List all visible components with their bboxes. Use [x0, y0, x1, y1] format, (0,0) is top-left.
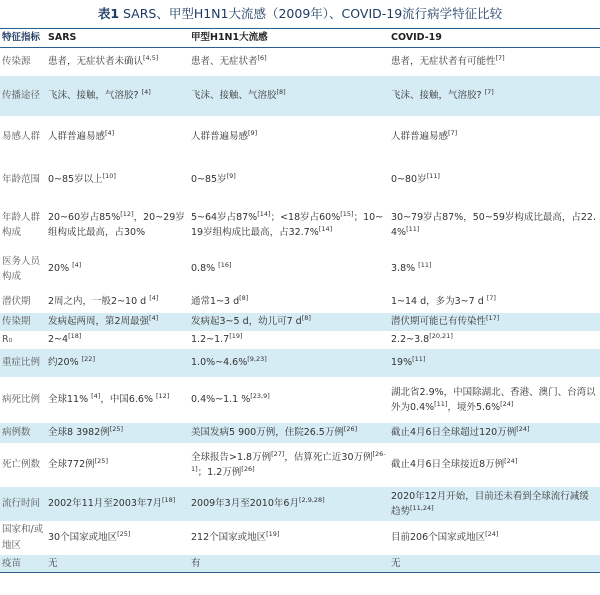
citation-ref: [11] — [406, 225, 420, 234]
feature-cell: 疫苗 — [2, 557, 22, 569]
covid19-cell — [389, 290, 600, 313]
citation-ref: [24] — [485, 529, 499, 538]
feature-cell: 传染源 — [2, 56, 31, 68]
h1n1-cell — [189, 331, 389, 349]
cell-text: 全球772例 — [48, 459, 95, 471]
cell-text: 全球11% — [48, 394, 92, 406]
feature-cell: 潜伏期 — [2, 295, 31, 307]
cell-text: 有 — [191, 557, 201, 569]
feature-cell: 死亡例数 — [2, 459, 41, 471]
citation-ref: [11] — [412, 355, 426, 364]
table-row — [0, 521, 600, 554]
covid19-cell — [389, 521, 600, 554]
covid19-cell — [389, 158, 600, 202]
feature-cell: 重症比例 — [2, 357, 41, 369]
cell-text: 212个国家或地区 — [191, 532, 267, 543]
feature-cell: 病死比例 — [2, 394, 41, 406]
cell-text: 湖北省2.9%，中国除湖北、香港、澳门、台湾以外为0.4% — [391, 386, 596, 414]
cell-text: 1.0%~4.6% — [191, 357, 248, 369]
citation-ref: [25] — [94, 457, 108, 466]
citation-ref: [4] — [141, 88, 151, 97]
h1n1-cell — [189, 202, 389, 248]
feature-cell: 国家和/或地区 — [2, 524, 44, 551]
cell-text: 患者，无症状者有可能性 — [391, 56, 496, 68]
sars-cell — [46, 202, 189, 248]
h1n1-cell — [189, 443, 389, 487]
citation-ref: [14] — [318, 225, 333, 234]
cell-text: 飞沫、接触、气溶胶 — [191, 90, 277, 102]
citation-ref: [14] — [257, 209, 271, 218]
table-row — [0, 202, 600, 248]
citation-ref: [11] — [426, 172, 440, 181]
sars-cell — [46, 555, 189, 573]
feature-cell: 传播途径 — [2, 90, 41, 102]
citation-ref: [8] — [301, 314, 311, 323]
cell-text: 0~80岁 — [391, 174, 427, 186]
cell-text: 通常1~3 d — [191, 295, 240, 307]
sars-cell — [46, 487, 189, 521]
citation-ref: [26-1] — [191, 449, 386, 474]
cell-text: 全球8 3982例 — [48, 427, 110, 439]
covid19-cell — [389, 313, 600, 331]
sars-cell — [46, 313, 189, 331]
citation-ref: [7] — [486, 293, 496, 302]
table-row — [0, 248, 600, 290]
citation-ref: [27] — [271, 449, 285, 458]
cell-text: ，20~29岁组构成比最高，占30% — [48, 211, 185, 239]
header-covid19: COVID-19 — [391, 32, 442, 43]
citation-ref: [17] — [486, 314, 500, 323]
table-caption — [0, 0, 600, 28]
table-row — [0, 423, 600, 443]
citation-ref: [7] — [495, 53, 505, 62]
cell-text: 发病起两周，第2周最强 — [48, 316, 150, 328]
h1n1-cell — [189, 290, 389, 313]
table-row — [0, 331, 600, 349]
citation-ref: [11,24] — [410, 504, 434, 513]
cell-text: 人群普遍易感 — [391, 131, 449, 143]
citation-ref: [24] — [504, 457, 518, 466]
cell-text: 19% — [391, 357, 413, 369]
citation-ref: [10] — [102, 172, 116, 181]
cell-text: 2~4 — [48, 334, 69, 346]
citation-ref: [7] — [484, 88, 494, 97]
h1n1-cell — [189, 423, 389, 443]
cell-text: 0~85岁以上 — [48, 174, 103, 186]
citation-ref: [23,9] — [250, 392, 270, 401]
cell-text: ，中国6.6% — [100, 394, 157, 406]
citation-ref: [4,5] — [143, 53, 159, 62]
citation-ref: [4] — [91, 392, 101, 401]
sars-cell — [46, 349, 189, 377]
citation-ref: [18] — [162, 496, 176, 505]
h1n1-cell — [189, 116, 389, 158]
cell-text: 全球报告>1.8万例 — [191, 451, 272, 463]
table-row — [0, 349, 600, 377]
h1n1-cell — [189, 377, 389, 423]
h1n1-cell — [189, 313, 389, 331]
feature-cell: R₀ — [2, 334, 13, 346]
citation-ref: [16] — [218, 261, 232, 270]
sars-cell — [46, 443, 189, 487]
covid19-cell — [389, 202, 600, 248]
citation-ref: [15] — [340, 209, 354, 218]
cell-text: 0.8% — [191, 263, 219, 275]
h1n1-cell — [189, 47, 389, 76]
header-feature: 特征指标 — [2, 32, 41, 43]
citation-ref: [24] — [500, 400, 514, 409]
table-row — [0, 487, 600, 521]
citation-ref: [4] — [105, 129, 115, 138]
citation-ref: [12] — [120, 209, 134, 218]
citation-ref: [19] — [229, 332, 243, 341]
cell-text: ，估算死亡近30万例 — [284, 451, 373, 463]
h1n1-cell — [189, 521, 389, 554]
cell-text: 无 — [391, 557, 401, 569]
covid19-cell — [389, 248, 600, 290]
citation-ref: [25] — [109, 425, 124, 434]
cell-text: 飞沫、接触，气溶胶? — [391, 90, 485, 102]
citation-ref: [19] — [266, 529, 280, 538]
citation-ref: [8] — [276, 88, 286, 97]
citation-ref: [4] — [149, 314, 159, 323]
cell-text: 20~60岁占85% — [48, 211, 121, 223]
sars-cell — [46, 116, 189, 158]
cell-text: ，境外5.6% — [447, 402, 501, 414]
header-h1n1: 甲型H1N1大流感 — [191, 32, 268, 43]
cell-text: 美国发病5 900万例，住院26.5万例 — [191, 427, 344, 439]
cell-text: 人群普遍易感 — [191, 131, 249, 143]
cell-text: 患者、无症状者 — [191, 56, 258, 68]
covid19-cell — [389, 76, 600, 116]
cell-text: 2.2~3.8 — [391, 334, 430, 346]
covid19-cell — [389, 331, 600, 349]
feature-cell: 易感人群 — [2, 131, 41, 143]
cell-text: 截止4月6日全球超过120万例 — [391, 427, 517, 439]
covid19-cell — [389, 555, 600, 573]
table-body — [0, 47, 600, 573]
feature-cell: 流行时间 — [2, 498, 41, 510]
cell-text: 患者，无症状者未确认 — [48, 56, 144, 68]
table-row — [0, 76, 600, 116]
citation-ref: [24] — [516, 425, 530, 434]
caption-number: 表1 — [97, 6, 120, 21]
feature-cell: 年龄人群构成 — [2, 211, 41, 239]
table-row — [0, 290, 600, 313]
covid19-cell — [389, 487, 600, 521]
covid19-cell — [389, 443, 600, 487]
cell-text: 发病起3~5 d，幼儿可7 d — [191, 316, 302, 328]
citation-ref: [9,23] — [247, 355, 267, 364]
citation-ref: [12] — [156, 392, 170, 401]
citation-ref: [20,21] — [429, 332, 453, 341]
cell-text: 截止4月6日全球接近8万例 — [391, 459, 505, 471]
comparison-table — [0, 28, 600, 573]
citation-ref: [8] — [239, 293, 249, 302]
citation-ref: [26] — [343, 425, 358, 434]
citation-ref: [25] — [117, 529, 131, 538]
cell-text: 约20% — [48, 357, 82, 369]
citation-ref: [9] — [248, 129, 258, 138]
cell-text: 人群普遍易感 — [48, 131, 106, 143]
citation-ref: [7] — [448, 129, 458, 138]
cell-text: 目前206个国家或地区 — [391, 532, 486, 543]
feature-cell: 医务人员构成 — [2, 255, 41, 283]
cell-text: 1~14 d，多为3~7 d — [391, 295, 487, 307]
cell-text: 20% — [48, 263, 73, 275]
citation-ref: [11] — [434, 400, 448, 409]
covid19-cell — [389, 423, 600, 443]
cell-text: 1.2~1.7 — [191, 334, 230, 346]
citation-ref: [18] — [68, 332, 82, 341]
cell-text: 2周之内，一般2~10 d — [48, 295, 150, 307]
cell-text: 2009年3月至2010年6月 — [191, 498, 299, 510]
cell-text: 30~79岁占87%，50~59岁构成比最高，占22.4% — [391, 211, 596, 239]
table-row — [0, 116, 600, 158]
cell-text: 30个国家或地区 — [48, 532, 118, 543]
citation-ref: [11] — [418, 261, 432, 270]
table-row — [0, 47, 600, 76]
covid19-cell — [389, 47, 600, 76]
feature-cell: 病例数 — [2, 427, 31, 439]
cell-text: 5~64岁占87% — [191, 211, 258, 223]
cell-text: 潜伏期可能已有传染性 — [391, 316, 487, 328]
citation-ref: [2,9,28] — [298, 496, 325, 505]
cell-text: 飞沫、接触，气溶胶? — [48, 90, 142, 102]
covid19-cell — [389, 349, 600, 377]
h1n1-cell — [189, 349, 389, 377]
citation-ref: [22] — [81, 355, 95, 364]
sars-cell — [46, 290, 189, 313]
citation-ref: [4] — [149, 293, 159, 302]
h1n1-cell — [189, 248, 389, 290]
citation-ref: [26] — [241, 465, 255, 474]
sars-cell — [46, 76, 189, 116]
sars-cell — [46, 423, 189, 443]
cell-text: ；10~19岁组构成比最高，占32.7% — [191, 211, 384, 239]
h1n1-cell — [189, 487, 389, 521]
citation-ref: [9] — [226, 172, 236, 181]
sars-cell — [46, 248, 189, 290]
h1n1-cell — [189, 158, 389, 202]
sars-cell — [46, 377, 189, 423]
cell-text: ；1.2万例 — [197, 467, 242, 479]
cell-text: 无 — [48, 557, 58, 569]
feature-cell: 传染期 — [2, 316, 31, 328]
covid19-cell — [389, 116, 600, 158]
table-row — [0, 313, 600, 331]
sars-cell — [46, 521, 189, 554]
cell-text: 0.4%~1.1 % — [191, 394, 251, 406]
cell-text: 0~85岁 — [191, 174, 227, 186]
table-row — [0, 443, 600, 487]
cell-text: 3.8% — [391, 263, 419, 275]
sars-cell — [46, 331, 189, 349]
citation-ref: [4] — [72, 261, 82, 270]
citation-ref: [6] — [257, 53, 267, 62]
table-header-row — [0, 29, 600, 48]
covid19-cell — [389, 377, 600, 423]
cell-text: 2002年11月至2003年7月 — [48, 498, 162, 510]
cell-text: 2020年12月开始，目前还未看到全球流行减缓趋势 — [391, 490, 589, 518]
table-row — [0, 377, 600, 423]
sars-cell — [46, 47, 189, 76]
feature-cell: 年龄范围 — [2, 174, 41, 186]
h1n1-cell — [189, 555, 389, 573]
cell-text: ；<18岁占60% — [270, 211, 341, 223]
table-row — [0, 555, 600, 573]
header-sars: SARS — [48, 32, 77, 43]
h1n1-cell — [189, 76, 389, 116]
sars-cell — [46, 158, 189, 202]
table-row — [0, 158, 600, 202]
caption-title: SARS、甲型H1N1大流感（2009年）、COVID-19流行病学特征比较 — [119, 6, 503, 21]
